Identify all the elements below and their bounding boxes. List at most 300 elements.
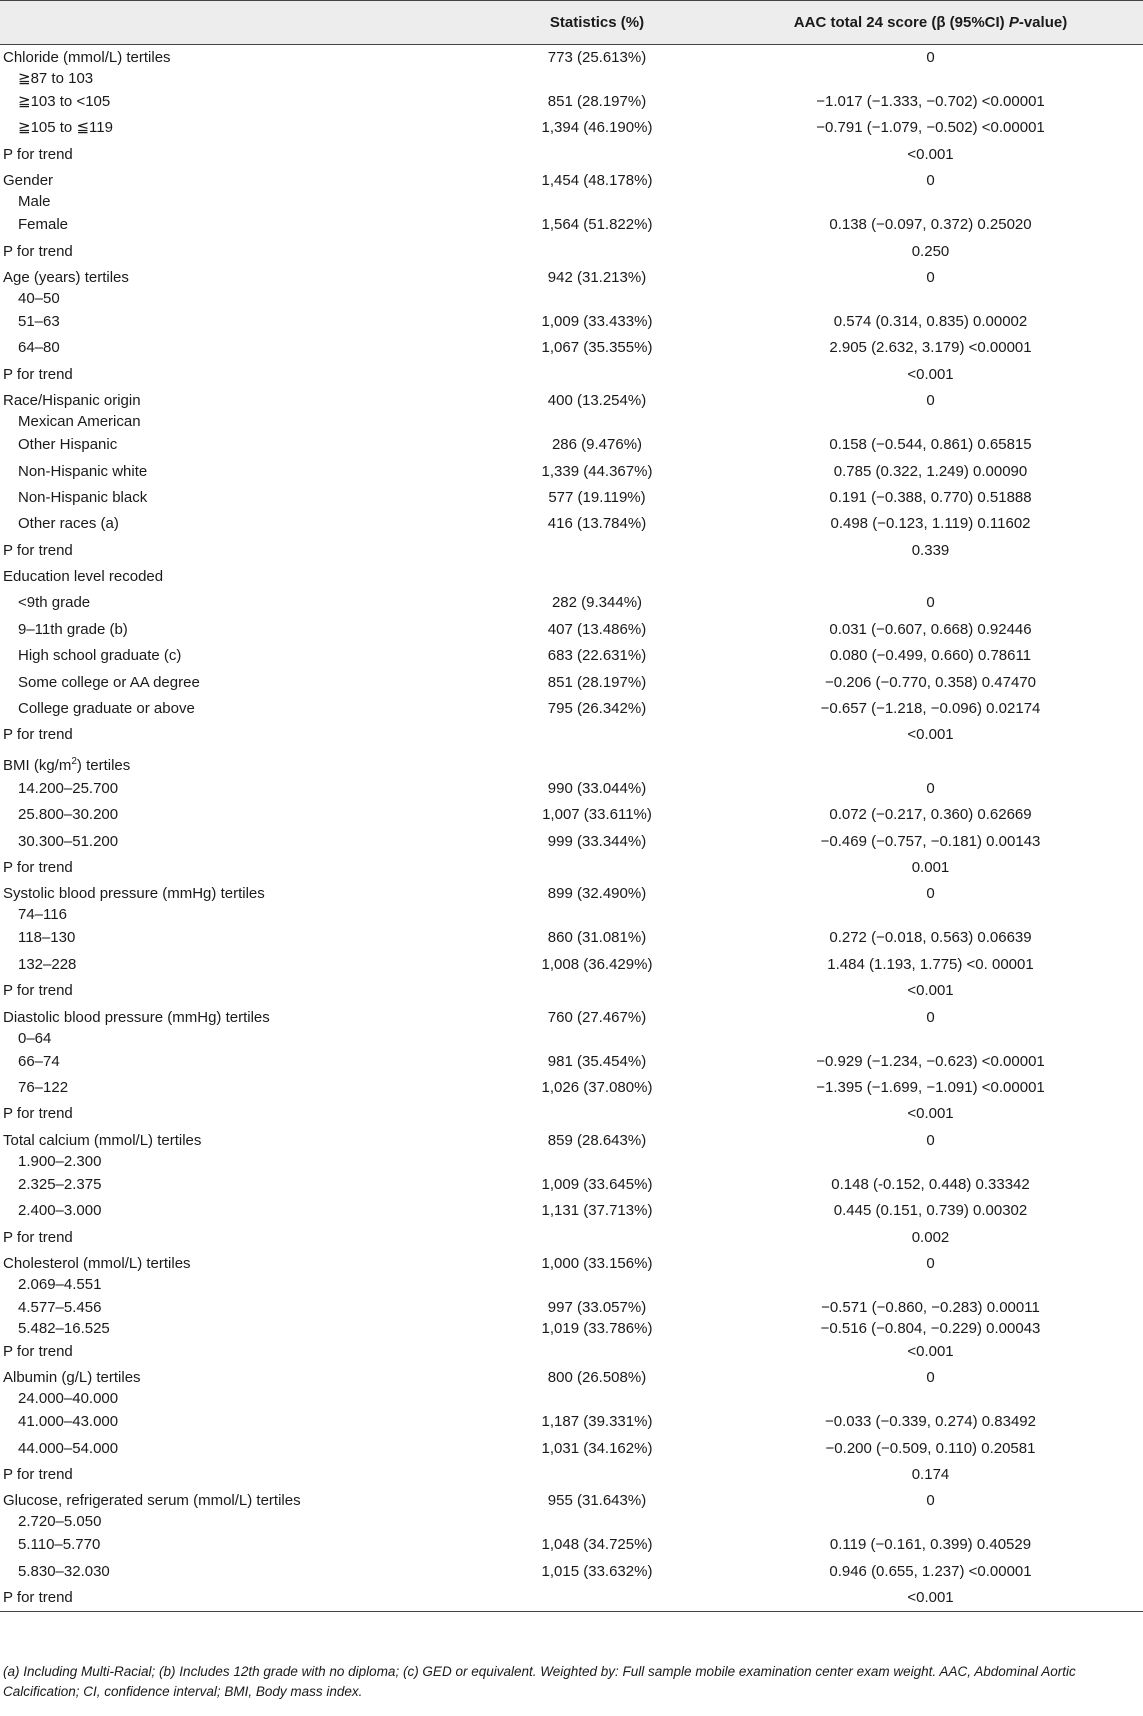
- row-label-cell: [0, 265, 479, 309]
- row-result-cell: [715, 925, 1143, 951]
- row-result: 0.148 (-0.152, 0.448) 0.33342: [831, 1175, 1030, 1193]
- row-result: 0.158 (−0.544, 0.861) 0.65815: [829, 436, 1032, 454]
- row-statistics: 1,187 (39.331%): [541, 1413, 653, 1431]
- row-result: −1.395 (−1.699, −1.091) <0.00001: [816, 1078, 1045, 1096]
- row-result: 0.946 (0.655, 1.237) <0.00001: [829, 1562, 1032, 1580]
- row-sublabel: 2.720–5.050: [18, 1513, 102, 1531]
- row-statistics: 1,131 (37.713%): [541, 1202, 653, 1220]
- table-row: [0, 1559, 1143, 1585]
- row-label-cell: [0, 952, 479, 978]
- row-label-cell: [0, 1532, 479, 1558]
- row-statistics-cell: [479, 802, 715, 828]
- row-statistics-cell: [479, 1101, 715, 1127]
- row-statistics: 1,564 (51.822%): [541, 216, 653, 234]
- table-row: [0, 388, 1143, 432]
- row-label-cell: [0, 1005, 479, 1049]
- row-label-cell: [0, 590, 479, 616]
- table-row: [0, 776, 1143, 802]
- row-label: P for trend: [3, 1466, 73, 1484]
- row-statistics: 800 (26.508%): [547, 1369, 647, 1387]
- row-result-cell: [715, 1339, 1143, 1365]
- row-result-cell: [715, 459, 1143, 485]
- row-sublabel: 1.900–2.300: [18, 1152, 102, 1170]
- row-label: 51–63: [18, 312, 60, 330]
- table-header: [0, 1, 1143, 45]
- row-statistics-cell: [479, 1128, 715, 1172]
- table-row: [0, 362, 1143, 388]
- row-result: 0.002: [911, 1228, 950, 1246]
- table-row: [0, 1409, 1143, 1435]
- row-result-cell: [715, 952, 1143, 978]
- row-result: <0.001: [907, 726, 954, 744]
- table-row: [0, 978, 1143, 1004]
- row-label: P for trend: [3, 145, 73, 163]
- table-row: [0, 829, 1143, 855]
- row-result: 0.001: [911, 858, 950, 876]
- row-statistics: 1,031 (34.162%): [541, 1439, 653, 1457]
- row-label-cell: [0, 749, 479, 776]
- row-statistics-cell: [479, 362, 715, 388]
- row-statistics: [479, 978, 715, 980]
- table-row: [0, 142, 1143, 168]
- row-statistics: 1,007 (33.611%): [542, 806, 652, 824]
- row-statistics: [479, 855, 715, 857]
- row-label-cell: [0, 1101, 479, 1127]
- row-result-cell: [715, 590, 1143, 616]
- row-label: Albumin (g/L) tertiles: [3, 1369, 141, 1387]
- table-row: [0, 239, 1143, 265]
- row-statistics: [479, 564, 715, 566]
- row-result-cell: [715, 829, 1143, 855]
- table-row: [0, 1225, 1143, 1251]
- row-result-cell: [715, 485, 1143, 511]
- row-label: 2.400–3.000: [18, 1202, 102, 1220]
- row-label-cell: [0, 239, 479, 265]
- row-result: −0.791 (−1.079, −0.502) <0.00001: [816, 119, 1045, 137]
- row-label: Other races (a): [18, 515, 119, 533]
- row-extra-result: −0.516 (−0.804, −0.229) 0.00043: [820, 1319, 1041, 1337]
- row-label-cell: [0, 89, 479, 115]
- table-row: [0, 1295, 1143, 1339]
- row-statistics: 981 (35.454%): [547, 1052, 647, 1070]
- row-result-cell: [715, 265, 1143, 309]
- row-label-cell: [0, 335, 479, 361]
- row-result: 0.119 (−0.161, 0.399) 0.40529: [829, 1536, 1032, 1554]
- table-row: [0, 432, 1143, 458]
- row-label: 4.577–5.456: [18, 1298, 102, 1316]
- row-result: 0.080 (−0.499, 0.660) 0.78611: [829, 647, 1032, 665]
- row-statistics-cell: [479, 952, 715, 978]
- row-label-cell: [0, 776, 479, 802]
- row-label-cell: [0, 617, 479, 643]
- row-statistics: [479, 1339, 715, 1341]
- row-label: P for trend: [3, 858, 73, 876]
- row-label: Other Hispanic: [18, 436, 118, 454]
- row-label-cell: [0, 1251, 479, 1295]
- row-statistics-cell: [479, 1559, 715, 1585]
- row-statistics: 899 (32.490%): [547, 885, 647, 903]
- row-label: 44.000–54.000: [18, 1439, 119, 1457]
- table-row: [0, 855, 1143, 881]
- row-result: 0: [926, 392, 935, 410]
- row-statistics-cell: [479, 212, 715, 238]
- row-label-cell: [0, 1172, 479, 1198]
- row-statistics: [479, 142, 715, 144]
- table-row: [0, 459, 1143, 485]
- row-statistics: [479, 1101, 715, 1103]
- table-row: [0, 1198, 1143, 1224]
- row-extra-label: 5.482–16.525: [18, 1319, 110, 1337]
- row-result: [715, 749, 1143, 751]
- row-statistics: [479, 239, 715, 241]
- row-label-cell: [0, 670, 479, 696]
- row-label: Diastolic blood pressure (mmHg) tertiles: [3, 1008, 270, 1026]
- table-row: [0, 45, 1143, 90]
- header-row: [0, 1, 1143, 45]
- row-statistics: 851 (28.197%): [547, 93, 647, 110]
- row-result-cell: [715, 776, 1143, 802]
- table-row: [0, 564, 1143, 590]
- row-label: 66–74: [18, 1052, 60, 1070]
- row-label: Gender: [3, 172, 54, 190]
- row-label: P for trend: [3, 1105, 73, 1123]
- row-label-cell: [0, 432, 479, 458]
- table-row: [0, 309, 1143, 335]
- row-label: BMI $(kg/m^2)$ tertiles: [3, 755, 131, 774]
- row-result-cell: [715, 1198, 1143, 1224]
- table-row: [0, 1339, 1143, 1365]
- row-result-cell: [715, 1128, 1143, 1172]
- row-result-cell: [715, 1365, 1143, 1409]
- table-row: [0, 89, 1143, 115]
- row-result: −0.657 (−1.218, −0.096) 0.02174: [820, 700, 1041, 718]
- row-label: Non-Hispanic black: [18, 488, 148, 506]
- row-result-cell: [715, 362, 1143, 388]
- row-label-cell: [0, 722, 479, 748]
- row-statistics: 955 (31.643%): [547, 1492, 647, 1510]
- row-label: ≧105 to ≦119: [18, 119, 113, 137]
- row-label: 30.300–51.200: [18, 832, 119, 850]
- row-label-cell: [0, 212, 479, 238]
- row-result-cell: [715, 696, 1143, 722]
- row-statistics-cell: [479, 1295, 715, 1339]
- row-label: 118–130: [18, 929, 76, 947]
- table-row: [0, 1049, 1143, 1075]
- row-label-cell: [0, 881, 479, 925]
- row-label-cell: [0, 1409, 479, 1435]
- row-label: 76–122: [18, 1078, 69, 1096]
- row-result-cell: [715, 1409, 1143, 1435]
- row-statistics: 577 (19.119%): [548, 488, 646, 506]
- row-label-cell: [0, 978, 479, 1004]
- row-label-cell: [0, 1225, 479, 1251]
- row-label-cell: [0, 1049, 479, 1075]
- row-label-cell: [0, 168, 479, 212]
- row-result: 0.072 (−0.217, 0.360) 0.62669: [829, 806, 1032, 824]
- row-label-cell: [0, 1436, 479, 1462]
- row-statistics: 795 (26.342%): [547, 700, 647, 718]
- row-result-cell: [715, 1532, 1143, 1558]
- row-label: 132–228: [18, 955, 77, 973]
- row-statistics-cell: [479, 511, 715, 537]
- table-row: [0, 925, 1143, 951]
- row-result: 0.339: [911, 541, 950, 559]
- row-result: <0.001: [907, 1342, 954, 1360]
- row-label-cell: [0, 485, 479, 511]
- row-statistics-cell: [479, 1198, 715, 1224]
- row-statistics: 1,339 (44.367%): [541, 462, 653, 480]
- row-result: 0.445 (0.151, 0.739) 0.00302: [833, 1202, 1028, 1220]
- row-label-cell: [0, 1488, 479, 1532]
- row-result: 0: [926, 1131, 935, 1149]
- row-label: P for trend: [3, 726, 73, 744]
- row-result: <0.001: [907, 1105, 954, 1123]
- row-statistics: 416 (13.784%): [547, 515, 647, 533]
- row-label: 5.830–32.030: [18, 1562, 110, 1580]
- row-statistics-cell: [479, 1436, 715, 1462]
- row-result-cell: [715, 1295, 1143, 1339]
- row-result: −0.206 (−0.770, 0.358) 0.47470: [824, 673, 1036, 691]
- row-statistics: [479, 749, 715, 751]
- row-statistics-cell: [479, 564, 715, 590]
- row-label: Systolic blood pressure (mmHg) tertiles: [3, 885, 265, 903]
- row-label: 2.325–2.375: [18, 1175, 102, 1193]
- row-label: <9th grade: [18, 594, 91, 612]
- row-result: −1.017 (−1.333, −0.702) <0.00001: [816, 93, 1045, 110]
- row-statistics-cell: [479, 855, 715, 881]
- row-statistics-cell: [479, 45, 715, 90]
- row-label: 41.000–43.000: [18, 1413, 119, 1431]
- row-statistics-cell: [479, 142, 715, 168]
- row-statistics-cell: [479, 829, 715, 855]
- row-statistics: 683 (22.631%): [547, 647, 647, 665]
- row-statistics-cell: [479, 1172, 715, 1198]
- table-row: [0, 952, 1143, 978]
- header-statistics: Statistics (%): [479, 1, 715, 45]
- row-statistics-cell: [479, 265, 715, 309]
- row-statistics: 1,394 (46.190%): [541, 119, 653, 137]
- row-statistics-cell: [479, 776, 715, 802]
- row-statistics: 407 (13.486%): [547, 620, 647, 638]
- row-statistics: 942 (31.213%): [547, 268, 647, 286]
- row-result: [715, 564, 1143, 566]
- row-label: Female: [18, 216, 69, 234]
- row-result: 0: [926, 594, 935, 612]
- row-label-cell: [0, 511, 479, 537]
- row-statistics-cell: [479, 1409, 715, 1435]
- table-row: [0, 1172, 1143, 1198]
- row-statistics-cell: [479, 696, 715, 722]
- row-label-cell: [0, 388, 479, 432]
- row-statistics: 851 (28.197%): [547, 673, 647, 691]
- row-statistics: 1,009 (33.433%): [541, 312, 653, 330]
- row-label-cell: [0, 1198, 479, 1224]
- row-result-cell: [715, 89, 1143, 115]
- row-statistics-cell: [479, 538, 715, 564]
- row-statistics-cell: [479, 1462, 715, 1488]
- row-result: −0.033 (−0.339, 0.274) 0.83492: [824, 1413, 1036, 1431]
- row-result-cell: [715, 1585, 1143, 1611]
- table-row: [0, 1075, 1143, 1101]
- table-row: [0, 643, 1143, 669]
- row-result: 0: [926, 1254, 935, 1272]
- row-label: P for trend: [3, 982, 73, 1000]
- row-result: 0.498 (−0.123, 1.119) 0.11602: [830, 515, 1031, 533]
- row-result: −0.929 (−1.234, −0.623) <0.00001: [816, 1052, 1045, 1070]
- row-statistics: 997 (33.057%): [547, 1298, 647, 1316]
- table-row: [0, 1005, 1143, 1049]
- table-row: [0, 881, 1143, 925]
- row-result-cell: [715, 1462, 1143, 1488]
- row-result-cell: [715, 1436, 1143, 1462]
- row-label-cell: [0, 829, 479, 855]
- table-body: [0, 45, 1143, 1612]
- row-result-cell: [715, 617, 1143, 643]
- row-result-cell: [715, 722, 1143, 748]
- row-label: P for trend: [3, 242, 73, 260]
- row-label: 64–80: [18, 339, 60, 357]
- row-label-cell: [0, 1339, 479, 1365]
- row-result: 0: [926, 885, 935, 903]
- row-statistics-cell: [479, 1339, 715, 1365]
- row-label-cell: [0, 459, 479, 485]
- row-label-cell: [0, 802, 479, 828]
- row-statistics: 1,009 (33.645%): [541, 1175, 653, 1193]
- row-sublabel: Male: [18, 193, 51, 211]
- row-result: −0.469 (−0.757, −0.181) 0.00143: [820, 832, 1041, 850]
- table-footnote: (a) Including Multi-Racial; (b) Includes 12th grade with no diploma; (c) GED or equivalent. Weighted by: Full sample mobile examination center exam weight. AAC, Abdominal Aortic Calcification; CI, confidence interval; BMI, Body mass index.: [3, 1664, 1076, 1699]
- table-row: [0, 168, 1143, 212]
- row-label: Glucose, refrigerated serum (mmol/L) tertiles: [3, 1492, 301, 1510]
- row-label-cell: [0, 1295, 479, 1339]
- table-row: [0, 696, 1143, 722]
- table-row: [0, 485, 1143, 511]
- row-result-cell: [715, 239, 1143, 265]
- row-label-cell: [0, 142, 479, 168]
- row-statistics: 1,008 (36.429%): [541, 955, 653, 973]
- row-sublabel: 0–64: [18, 1029, 52, 1047]
- table-row: [0, 1462, 1143, 1488]
- table-row: [0, 1585, 1143, 1611]
- table-row: [0, 670, 1143, 696]
- table-row: [0, 511, 1143, 537]
- row-result-cell: [715, 115, 1143, 141]
- row-statistics: 999 (33.344%): [547, 832, 647, 850]
- row-result-cell: [715, 45, 1143, 90]
- row-result-cell: [715, 564, 1143, 590]
- row-result: 0: [926, 268, 935, 286]
- row-sublabel: 74–116: [18, 906, 67, 924]
- row-statistics-cell: [479, 1365, 715, 1409]
- row-result-cell: [715, 749, 1143, 776]
- row-statistics: 282 (9.344%): [551, 594, 643, 612]
- row-statistics-cell: [479, 1585, 715, 1611]
- row-label: 14.200–25.700: [18, 779, 119, 797]
- row-result-cell: [715, 855, 1143, 881]
- row-statistics-cell: [479, 239, 715, 265]
- row-statistics-cell: [479, 1075, 715, 1101]
- row-label-cell: [0, 45, 479, 90]
- row-result: <0.001: [907, 1589, 954, 1607]
- row-statistics: [479, 538, 715, 540]
- row-statistics-cell: [479, 978, 715, 1004]
- row-statistics-cell: [479, 115, 715, 141]
- row-result-cell: [715, 881, 1143, 925]
- row-result-cell: [715, 212, 1143, 238]
- row-result: 1.484 (1.193, 1.775) <0. 00001: [827, 955, 1034, 973]
- row-label-cell: [0, 643, 479, 669]
- row-label: 9–11th grade (b): [18, 620, 128, 638]
- row-result: <0.001: [907, 365, 954, 383]
- row-result-cell: [715, 432, 1143, 458]
- table-row: [0, 749, 1143, 776]
- table-row: [0, 265, 1143, 309]
- row-result-cell: [715, 1101, 1143, 1127]
- row-result: 0: [926, 49, 935, 66]
- row-label-cell: [0, 1365, 479, 1409]
- row-statistics: 1,048 (34.725%): [541, 1536, 653, 1554]
- row-label: Age (years) tertiles: [3, 268, 129, 286]
- row-result-cell: [715, 1005, 1143, 1049]
- row-result: 2.905 (2.632, 3.179) <0.00001: [829, 339, 1032, 357]
- row-result-cell: [715, 1559, 1143, 1585]
- row-statistics-cell: [479, 89, 715, 115]
- row-label: Non-Hispanic white: [18, 462, 148, 480]
- table-row: [0, 802, 1143, 828]
- row-result: 0.250: [911, 242, 950, 260]
- row-label: P for trend: [3, 365, 73, 383]
- row-statistics: 1,026 (37.080%): [541, 1078, 653, 1096]
- row-result-cell: [715, 335, 1143, 361]
- row-label: P for trend: [3, 1589, 73, 1607]
- row-statistics-cell: [479, 1251, 715, 1295]
- row-result-cell: [715, 1225, 1143, 1251]
- row-result: 0.785 (0.322, 1.249) 0.00090: [833, 462, 1028, 480]
- row-statistics: 1,000 (33.156%): [541, 1254, 653, 1272]
- row-statistics-cell: [479, 432, 715, 458]
- table-row: [0, 722, 1143, 748]
- row-result-cell: [715, 511, 1143, 537]
- row-result: 0: [926, 172, 935, 190]
- row-label: 25.800–30.200: [18, 806, 119, 824]
- row-label: 5.110–5.770: [18, 1536, 101, 1554]
- row-result-cell: [715, 538, 1143, 564]
- row-statistics: 400 (13.254%): [547, 392, 647, 410]
- row-label-cell: [0, 362, 479, 388]
- row-statistics: 990 (33.044%): [547, 779, 647, 797]
- row-statistics: [479, 722, 715, 724]
- row-result-cell: [715, 802, 1143, 828]
- row-sublabel: 40–50: [18, 289, 60, 307]
- row-statistics: 773 (25.613%): [547, 49, 647, 66]
- row-label-cell: [0, 115, 479, 141]
- row-statistics-cell: [479, 1005, 715, 1049]
- table-row: [0, 617, 1143, 643]
- row-result: 0.191 (−0.388, 0.770) 0.51888: [829, 488, 1032, 506]
- header-aac-score: AAC total 24 score (β (95%CI) P-value): [715, 1, 1143, 45]
- row-label: P for trend: [3, 1228, 73, 1246]
- row-label-cell: [0, 855, 479, 881]
- row-result: 0: [926, 1008, 935, 1026]
- row-sublabel: 2.069–4.551: [18, 1275, 102, 1293]
- row-result-cell: [715, 1488, 1143, 1532]
- row-statistics-cell: [479, 1532, 715, 1558]
- row-result-cell: [715, 1075, 1143, 1101]
- table-row: [0, 1128, 1143, 1172]
- row-extra-statistics: 1,019 (33.786%): [541, 1319, 653, 1337]
- row-statistics-cell: [479, 590, 715, 616]
- row-label: Cholesterol (mmol/L) tertiles: [3, 1254, 191, 1272]
